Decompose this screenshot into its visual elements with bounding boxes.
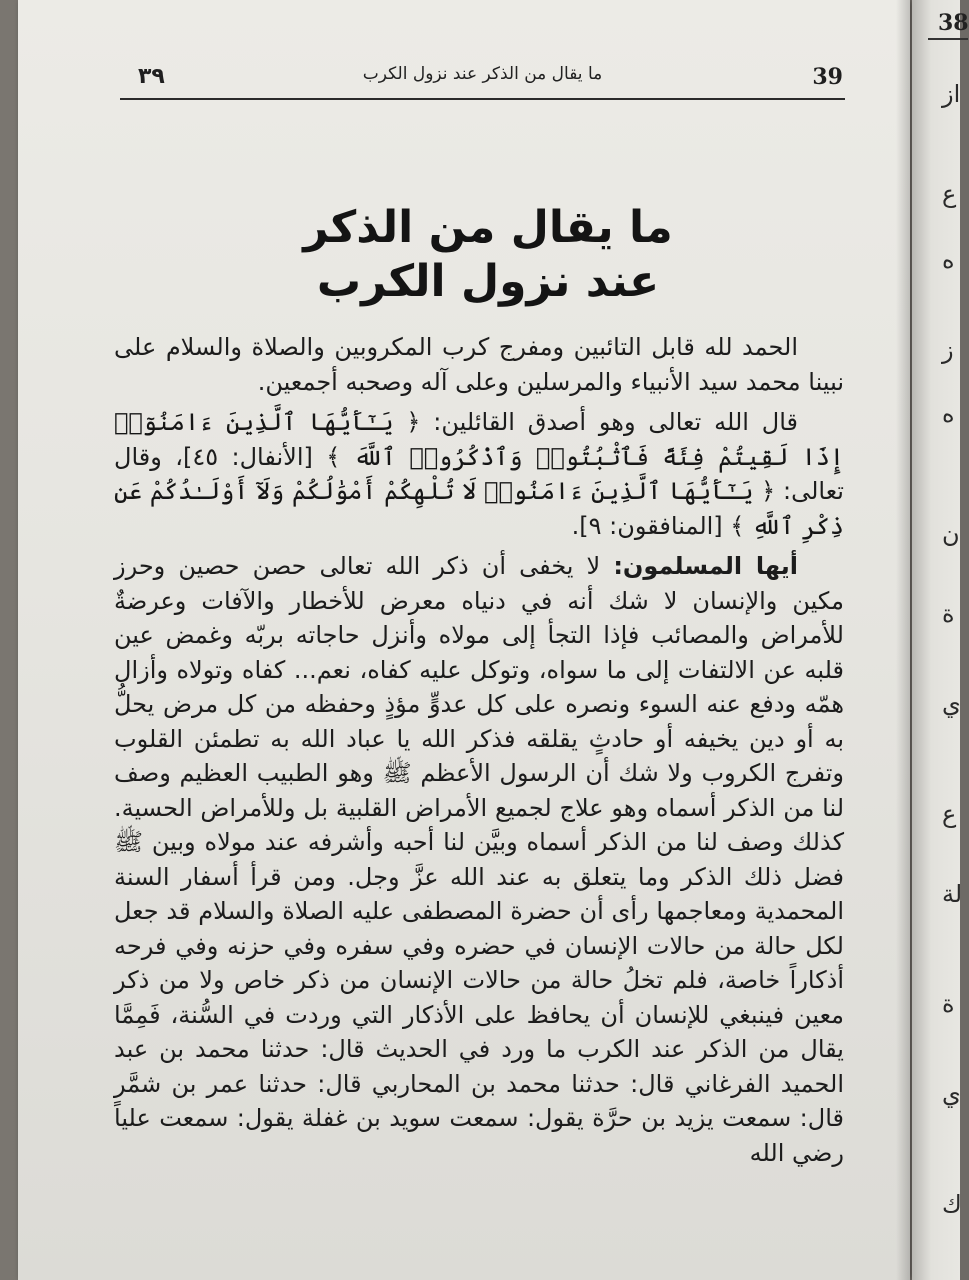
adjacent-text-fragment: ي <box>942 690 961 718</box>
verse-reference-1: [الأنفال: ٤٥]، وقال تعالى: <box>114 442 844 505</box>
adjacent-page-edge <box>912 0 969 1280</box>
chapter-title-line-2: عند نزول الكرب <box>316 256 660 307</box>
adjacent-page-number: 38 <box>938 10 969 36</box>
adjacent-text-fragment: از <box>942 80 961 108</box>
quran-verse-1: ﴿ يَـٰٓأَيُّهَا ٱلَّذِينَ ءَامَنُوٓا۟ إِذَا لَقِيتُمْ فِئَةً فَٱثْبُتُوا۟ وَٱذْكُرُوا۟ ٱللَّهَ ﴾ <box>114 408 844 471</box>
quran-verse-2: ﴿ يَـٰٓأَيُّهَا ٱلَّذِينَ ءَامَنُوا۟ لَا تُلْهِكُمْ أَمْوَٰلُكُمْ وَلَآ أَوْلَـٰدُكُمْ عَن ذِكْرِ ٱللَّهِ ﴾ <box>114 477 844 540</box>
chapter-title-line-1: ما يقال من الذكر <box>303 202 673 253</box>
running-header <box>120 58 845 100</box>
main-paragraph <box>114 549 844 1170</box>
adjacent-text-fragment: ة <box>942 990 955 1018</box>
address-lead: أيها المسلمون: <box>613 552 798 580</box>
adjacent-header-rule <box>928 38 968 40</box>
verse-reference-2: [المنافقون: ٩]. <box>571 511 723 540</box>
adjacent-text-fragment: ز <box>942 336 954 364</box>
adjacent-text-fragment: لة <box>942 880 963 908</box>
page-number-arabic: ٣٩ <box>138 64 165 89</box>
adjacent-text-fragment: ع <box>942 180 957 208</box>
body-text <box>114 330 844 1170</box>
adjacent-text-fragment: ة <box>942 600 955 628</box>
adjacent-text-fragment: ي <box>942 1080 961 1108</box>
running-title: ما يقال من الذكر عند نزول الكرب <box>362 64 603 84</box>
adjacent-text-fragment: ن <box>942 520 960 548</box>
adjacent-text-fragment: ه <box>942 246 955 274</box>
page-number-latin: 39 <box>812 64 843 90</box>
opening-paragraph: الحمد لله قابل التائبين ومفرج كرب المكروبين والصلاة والسلام على نبينا محمد سيد الأنبياء والمرسلين وعلى آله وصحبه أجمعين. <box>114 333 844 396</box>
adjacent-text-fragment: ك <box>942 1190 962 1218</box>
quran-paragraph <box>114 405 844 543</box>
adjacent-text-fragment: ه <box>942 400 955 428</box>
main-paragraph-text: لا يخفى أن ذكر الله تعالى حصن حصين وحرز مكين والإنسان لا شك أنه في دنياه معرض للأخطار والآفات وعرضةٌ للأمراض والمصائب فإذا التجأ إلى مولاه وأنزل حاجاته بربّه وغمض عين قلبه عن الالتفات إلى ما سواه، وتوكل عليه كفاه، نعم... كفاه وتولاه وأزال همّه ودفع عنه السوء ونصره على كل عدوٍّ مؤذٍ وحفظه من كل مرض يحلُّ به أو دين يخيفه أو حادثٍ يقلقه فذكر الله يا عباد الله به تطمئن القلوب وتفرج الكروب ولا شك أن الرسول الأعظم ﷺ وهو الطبيب العظيم وصف لنا من الذكر أسماه وهو علاج لجميع الأمراض القلبية بل وللأمراض الحسية. كذلك وصف لنا من الذكر أسماه وبيَّن لنا أحبه وأشرفه عند مولاه وبين ﷺ فضل ذلك الذكر وما يتعلق به عند الله عزَّ وجل. ومن قرأ أسفار السنة المحمدية ومعاجمها رأى أن حضرة المصطفى عليه الصلاة والسلام قد جعل لكل حالة من حالات الإنسان في حضره وفي سفره وفي حزنه وفي فرحه أذكاراً خاصة، فلم تخلُ حالة من حالات الإنسان من ذكر خاص ولا من ذكر معين فينبغي للإنسان أن يحافظ على الأذكار التي وردت في السُّنة، فَمِمَّا يقال من الذكر عند الكرب ما ورد في الحديث قال: حدثنا محمد بن عبد الحميد الفرغاني قال: حدثنا محمد بن المحاربي قال: حدثنا عمر بن شمَّر قال: سمعت يزيد بن حرَّة يقول: سمعت سويد بن غفلة يقول: سمعت علياً رضي الله <box>114 552 844 1167</box>
book-page <box>18 0 910 1280</box>
quote-intro: قال الله تعالى وهو أصدق القائلين: <box>433 408 798 436</box>
adjacent-text-fragment: ع <box>942 800 957 828</box>
